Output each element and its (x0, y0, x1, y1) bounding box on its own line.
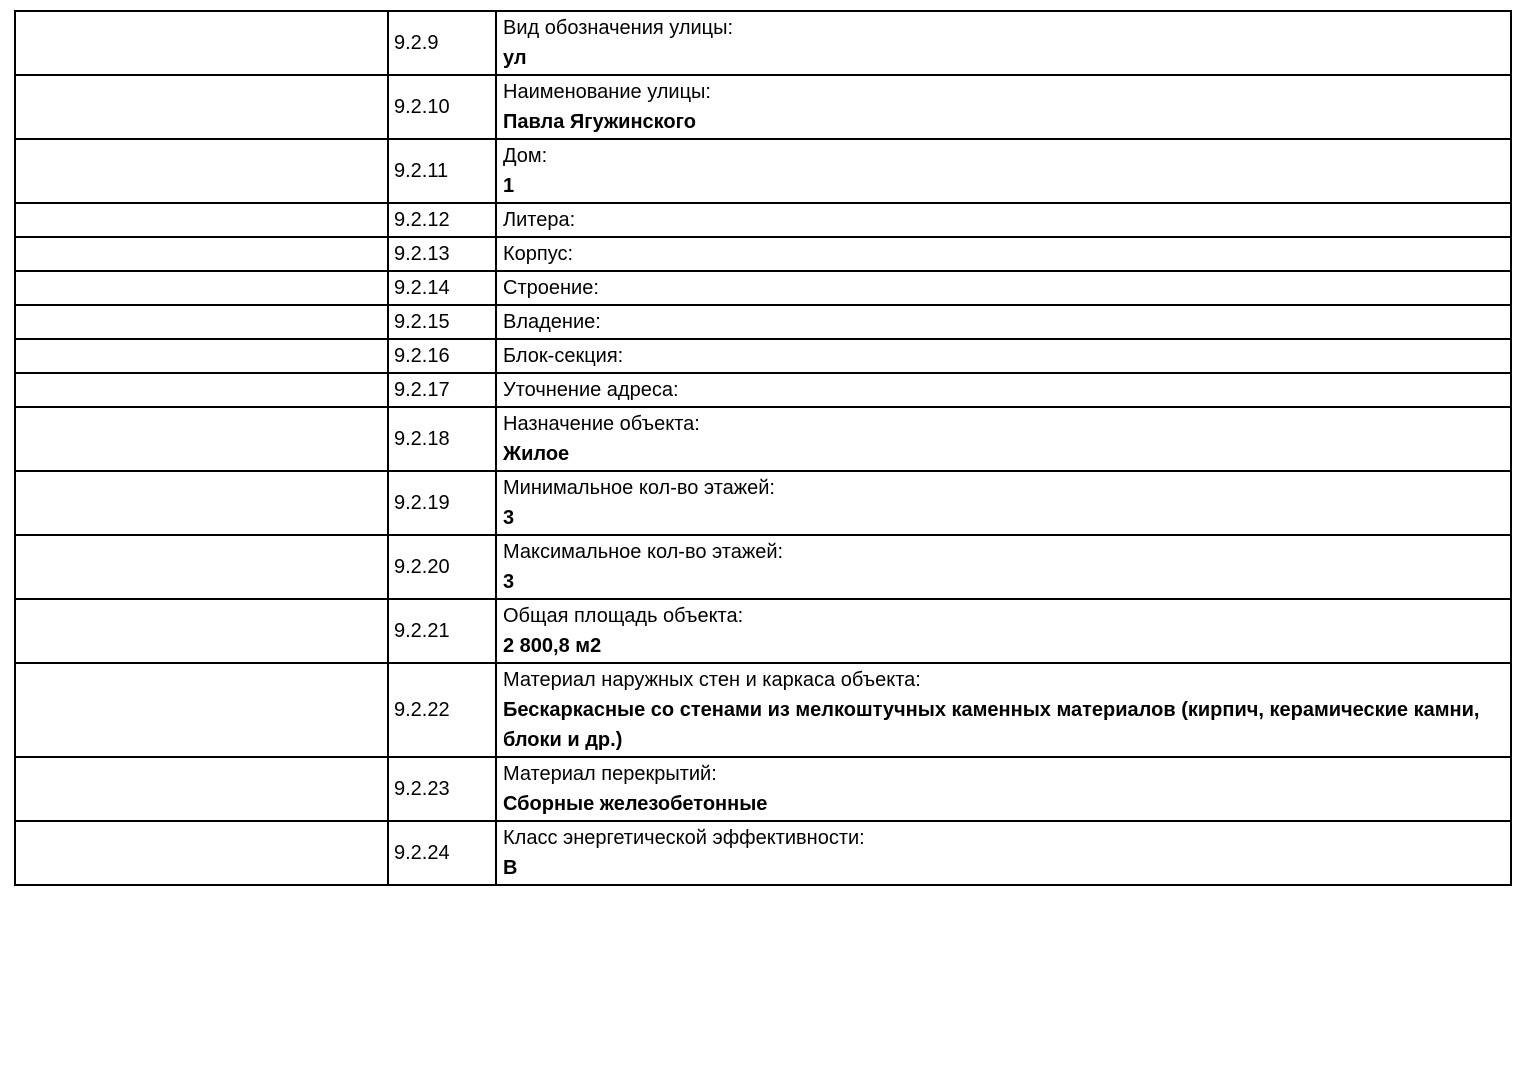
field-label: Литера: (503, 209, 576, 231)
field-label: Уточнение адреса: (503, 379, 679, 401)
table-row (15, 305, 1511, 339)
row-content (496, 407, 1511, 471)
row-content (496, 139, 1511, 203)
field-value: В (503, 857, 518, 879)
table-row (15, 237, 1511, 271)
row-content (496, 271, 1511, 305)
field-label: Материал перекрытий: (503, 763, 717, 785)
field-label: Блок-секция: (503, 345, 624, 367)
table-row (15, 535, 1511, 599)
field-label: Класс энергетической эффективности: (503, 827, 865, 849)
field-value: 1 (503, 175, 515, 197)
row-content (496, 757, 1511, 821)
table-row (15, 373, 1511, 407)
row-content (496, 471, 1511, 535)
row-number: 9.2.18 (388, 407, 496, 471)
row-content (496, 237, 1511, 271)
empty-cell (15, 535, 388, 599)
row-number: 9.2.14 (388, 271, 496, 305)
table-row (15, 271, 1511, 305)
field-value: 3 (503, 507, 515, 529)
empty-cell (15, 821, 388, 885)
row-content (496, 305, 1511, 339)
empty-cell (15, 599, 388, 663)
empty-cell (15, 237, 388, 271)
empty-cell (15, 203, 388, 237)
table-row (15, 139, 1511, 203)
empty-cell (15, 373, 388, 407)
row-number: 9.2.11 (388, 139, 496, 203)
table-row (15, 663, 1511, 757)
field-value: Жилое (503, 443, 570, 465)
row-number: 9.2.13 (388, 237, 496, 271)
field-label: Назначение объекта: (503, 413, 700, 435)
row-content (496, 373, 1511, 407)
table-row (15, 407, 1511, 471)
row-content (496, 599, 1511, 663)
row-number: 9.2.9 (388, 11, 496, 75)
empty-cell (15, 663, 388, 757)
table-body (15, 11, 1511, 885)
table-row (15, 821, 1511, 885)
row-number: 9.2.10 (388, 75, 496, 139)
table-row (15, 339, 1511, 373)
field-label: Корпус: (503, 243, 574, 265)
field-value: 3 (503, 571, 515, 593)
field-label: Материал наружных стен и каркаса объекта: (503, 669, 921, 691)
field-label: Владение: (503, 311, 601, 333)
table-row (15, 757, 1511, 821)
row-number: 9.2.12 (388, 203, 496, 237)
row-number: 9.2.16 (388, 339, 496, 373)
row-content (496, 75, 1511, 139)
empty-cell (15, 339, 388, 373)
row-content (496, 339, 1511, 373)
field-value: Сборные железобетонные (503, 793, 768, 815)
table-row (15, 471, 1511, 535)
field-label: Общая площадь объекта: (503, 605, 744, 627)
empty-cell (15, 11, 388, 75)
row-content (496, 663, 1511, 757)
field-value: ул (503, 47, 527, 69)
row-number: 9.2.22 (388, 663, 496, 757)
table-row (15, 11, 1511, 75)
field-value: Павла Ягужинского (503, 111, 696, 133)
row-number: 9.2.15 (388, 305, 496, 339)
row-content (496, 535, 1511, 599)
row-number: 9.2.24 (388, 821, 496, 885)
empty-cell (15, 271, 388, 305)
empty-cell (15, 305, 388, 339)
field-label: Дом: (503, 145, 548, 167)
row-number: 9.2.17 (388, 373, 496, 407)
empty-cell (15, 471, 388, 535)
field-label: Наименование улицы: (503, 81, 711, 103)
row-content (496, 821, 1511, 885)
empty-cell (15, 139, 388, 203)
object-info-table (14, 10, 1512, 886)
table-row (15, 75, 1511, 139)
row-number: 9.2.19 (388, 471, 496, 535)
row-number: 9.2.20 (388, 535, 496, 599)
row-content (496, 11, 1511, 75)
table-row (15, 203, 1511, 237)
field-label: Строение: (503, 277, 599, 299)
field-label: Максимальное кол-во этажей: (503, 541, 784, 563)
field-value: Бескаркасные со стенами из мелкоштучных каменных материалов (кирпич, керамические камни, блоки и др.) (503, 699, 1480, 751)
empty-cell (15, 407, 388, 471)
table-row (15, 599, 1511, 663)
row-content (496, 203, 1511, 237)
row-number: 9.2.21 (388, 599, 496, 663)
empty-cell (15, 757, 388, 821)
field-label: Вид обозначения улицы: (503, 17, 734, 39)
row-number: 9.2.23 (388, 757, 496, 821)
field-label: Минимальное кол-во этажей: (503, 477, 775, 499)
empty-cell (15, 75, 388, 139)
field-value: 2 800,8 м2 (503, 635, 602, 657)
